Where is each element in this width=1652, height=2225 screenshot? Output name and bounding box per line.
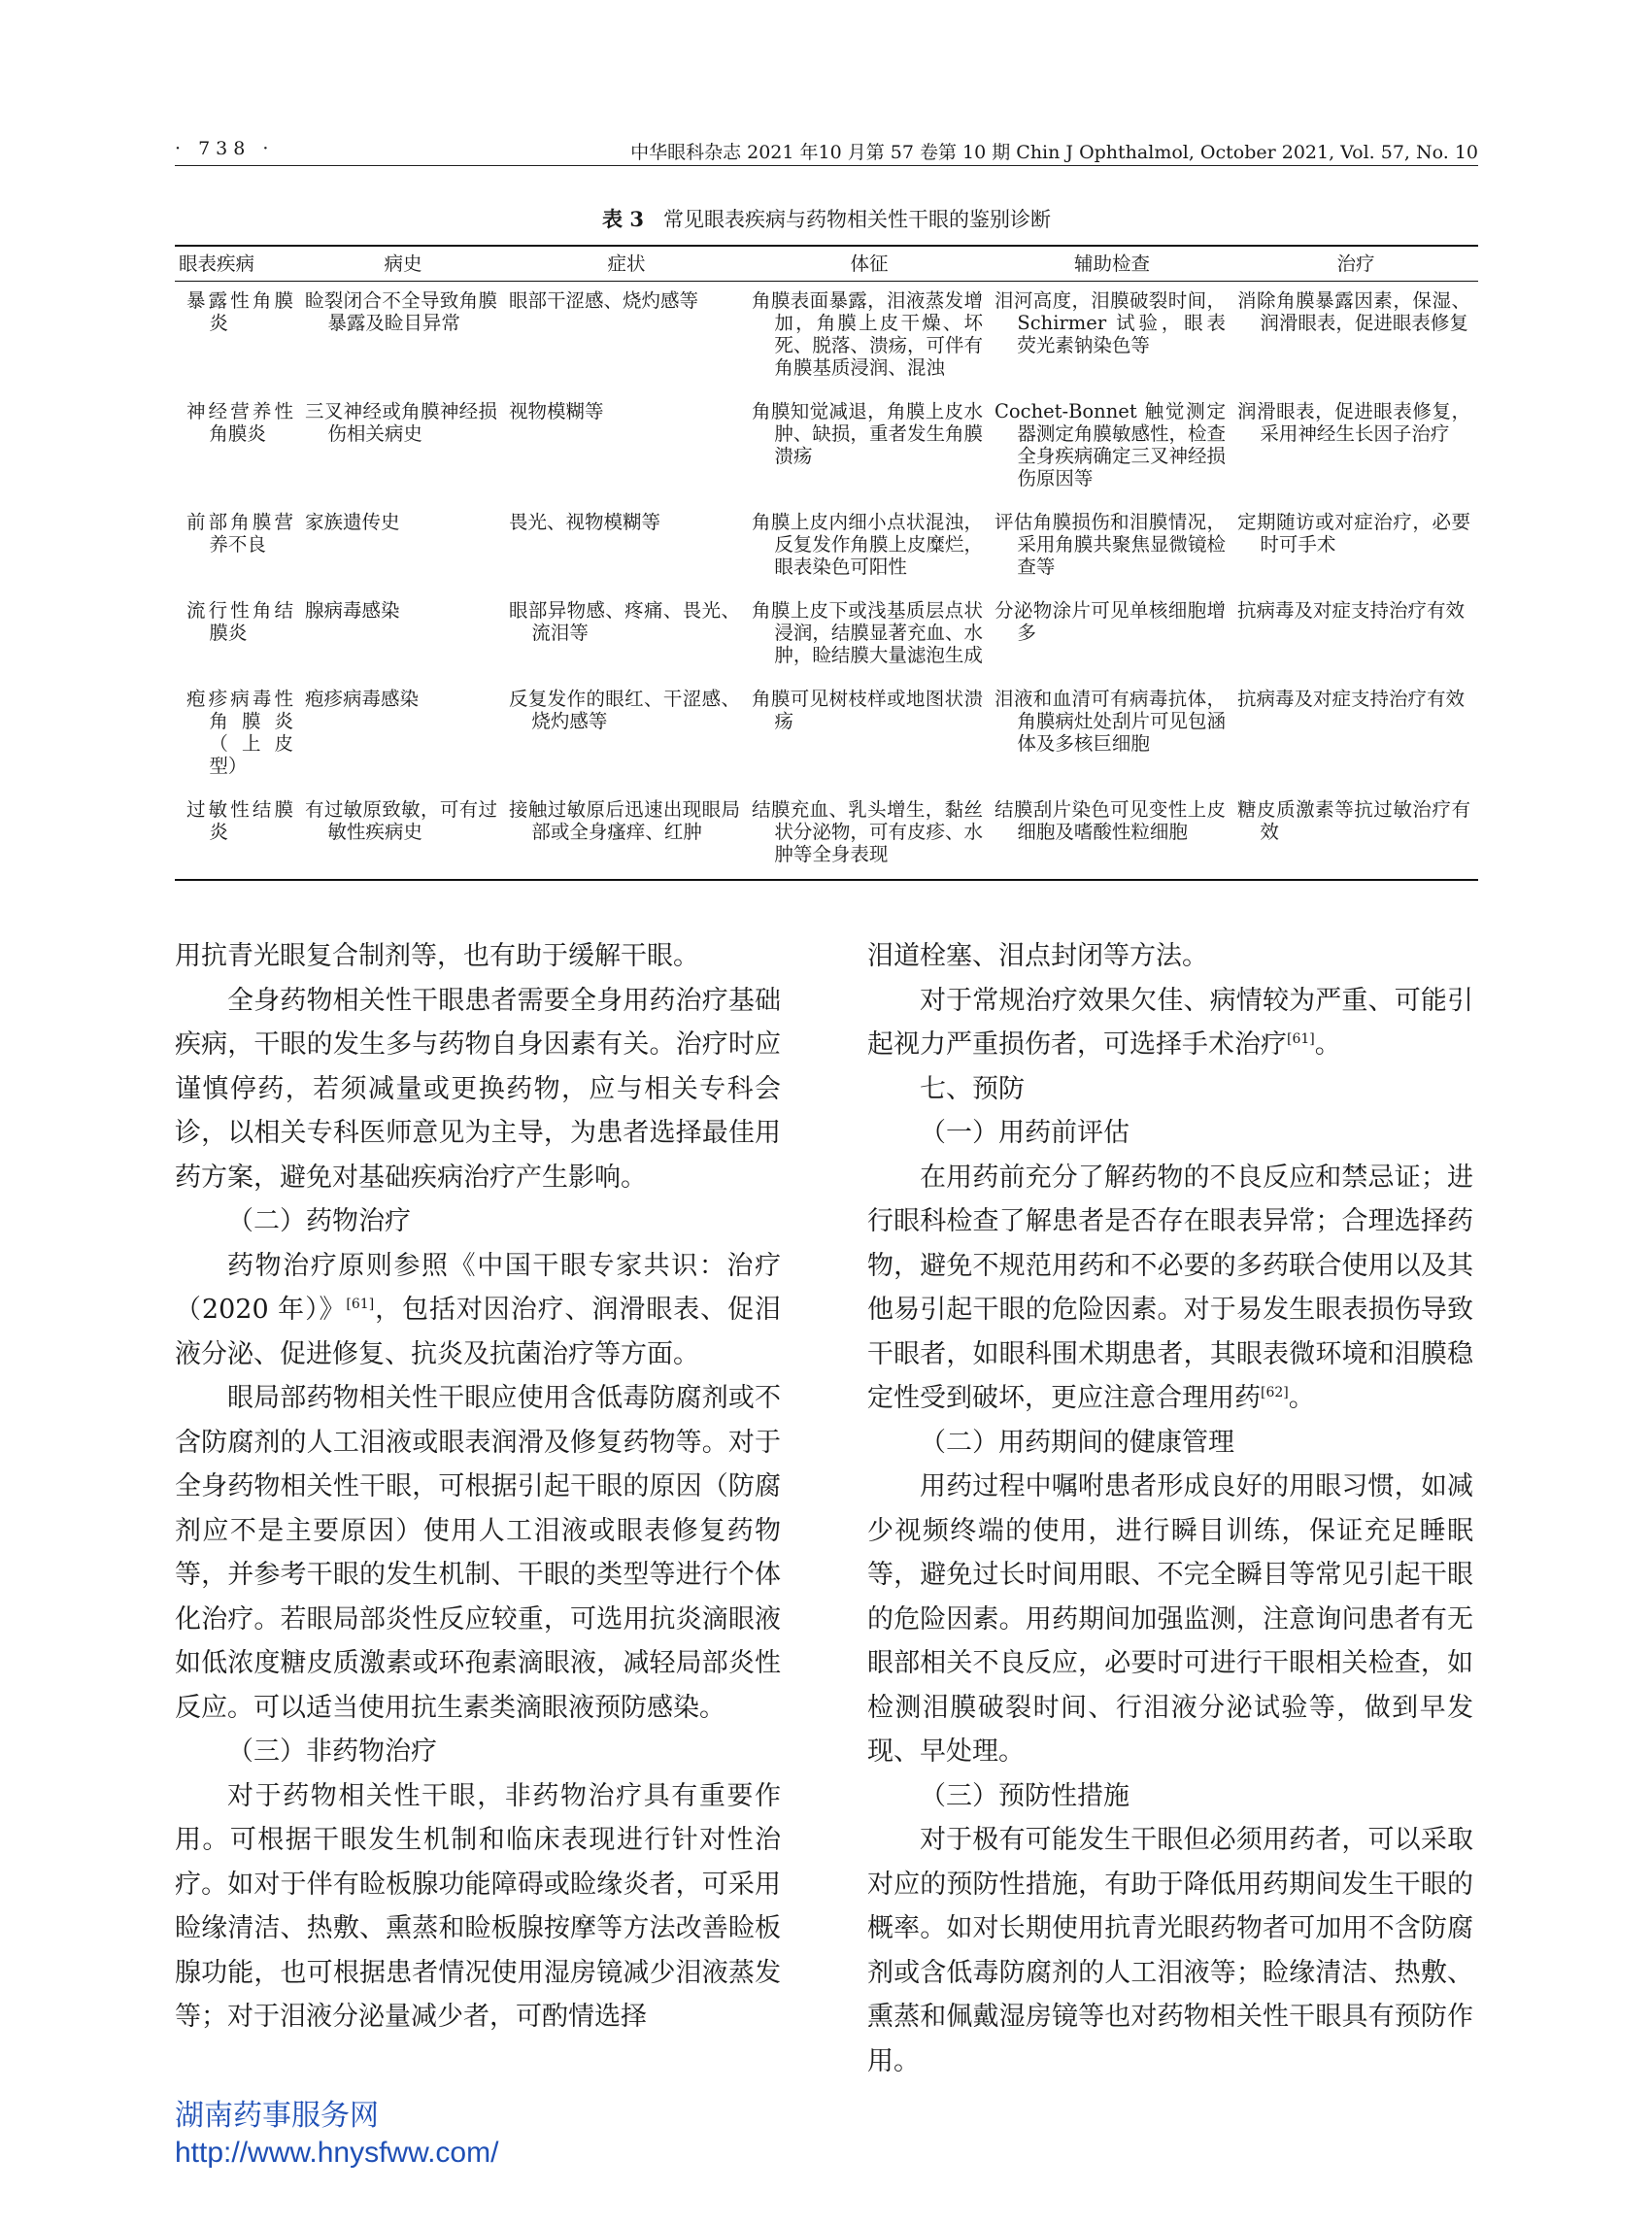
table-cell: 糖皮质激素等抗过敏治疗有效: [1237, 798, 1470, 843]
citation-ref[interactable]: [61]: [1287, 1031, 1315, 1047]
citation-ref[interactable]: [62]: [1261, 1385, 1289, 1400]
table-row: [175, 591, 1478, 680]
table-cell: 有过敏原致敏，可有过敏性疾病史: [305, 798, 497, 843]
journal-citation: 中华眼科杂志 2021 年10 月第 57 卷第 10 期 Chin J Ophthalmol, October 2021, Vol. 57, No. 10: [630, 142, 1478, 163]
table-cell: 反复发作的眼红、干涩感、烧灼感等: [509, 688, 740, 732]
paragraph: 对于药物相关性干眼，非药物治疗具有重要作用。可根据干眼发生机制和临床表现进行针对性治疗。如对于伴有睑板腺功能障碍或睑缘炎者，可采用睑缘清洁、热敷、熏蒸和睑板腺按摩等方法改善睑板腺功能，也可根据患者情况使用湿房镜减少泪液蒸发等；对于泪液分泌量减少者，可酌情选择: [175, 1780, 781, 2032]
right-column: [867, 934, 1473, 2083]
table-cell: Cochet-Bonnet 触觉测定器测定角膜敏感性，检查全身疾病确定三叉神经损伤原因等: [995, 400, 1226, 489]
header-treatment: 治疗: [1336, 253, 1375, 275]
table-cell: 接触过敏原后迅速出现眼局部或全身瘙痒、红肿: [509, 798, 740, 843]
header-symptoms: 症状: [607, 253, 646, 275]
differential-diagnosis-table: [175, 245, 1478, 881]
table-cell: 泪河高度，泪膜破裂时间，Schirmer 试验，眼表荧光素钠染色等: [995, 289, 1226, 356]
page-header: [175, 134, 1478, 166]
paragraph: 在用药前充分了解药物的不良反应和禁忌证；进行眼科检查了解患者是否存在眼表异常；合理选择药物，避免不规范用药和不必要的多药联合使用以及其他易引起干眼的危险因素。对于易发生眼表损伤导致干眼者，如眼科围术期患者，其眼表微环境和泪膜稳定性受到破坏，更应注意合理用药[62]。: [867, 1162, 1473, 1413]
table-cell: 疱疹病毒感染: [305, 688, 420, 710]
table-cell: 抗病毒及对症支持治疗有效: [1237, 688, 1466, 710]
table-row: [175, 392, 1478, 503]
table-row: [175, 503, 1478, 591]
table-cell: 评估角膜损伤和泪膜情况，采用角膜共聚焦显微镜检查等: [995, 511, 1226, 578]
table-cell: 角膜知觉减退，角膜上皮水肿、缺损，重者发生角膜溃疡: [752, 400, 983, 467]
header-auxiliary-exam: 辅助检查: [1073, 253, 1150, 275]
watermark: [175, 2098, 498, 2172]
paragraph: 全身药物相关性干眼患者需要全身用药治疗基础疾病，干眼的发生多与药物自身因素有关。治疗时应谨慎停药，若须减量或更换药物，应与相关专科会诊，以相关专科医师意见为主导，为患者选择最佳用药方案，避免对基础疾病治疗产生影响。: [175, 985, 781, 1193]
table-cell: 神经营养性角膜炎: [186, 400, 293, 445]
table-label: 表 3: [602, 207, 644, 231]
watermark-site-name: 湖南药事服务网: [175, 2100, 379, 2132]
citation-ref[interactable]: [61]: [346, 1297, 375, 1312]
table-cell: 睑裂闭合不全导致角膜暴露及睑目异常: [305, 289, 497, 334]
table-cell: 定期随访或对症治疗，必要时可手术: [1237, 511, 1470, 556]
table-cell: 畏光、视物模糊等: [509, 511, 661, 533]
table-cell: 润滑眼表，促进眼表修复，采用神经生长因子治疗: [1237, 400, 1470, 445]
table-cell: 家族遗传史: [305, 511, 400, 533]
section-heading: （二）药物治疗: [227, 1206, 411, 1236]
table-cell: 前部角膜营养不良: [186, 511, 293, 556]
table-title: 常见眼表疾病与药物相关性干眼的鉴别诊断: [662, 208, 1051, 231]
table-header-row: [175, 246, 1478, 282]
paragraph: 药物治疗原则参照《中国干眼专家共识：治疗（2020 年）》[61]，包括对因治疗、润滑眼表、促泪液分泌、促进修复、抗炎及抗菌治疗等方面。: [175, 1250, 782, 1369]
table-cell: 结膜充血、乳头增生，黏丝状分泌物，可有皮疹、水肿等全身表现: [752, 798, 983, 865]
paragraph: 对于极有可能发生干眼但必须用药者，可以采取对应的预防性措施，有助于降低用药期间发生干眼的概率。如对长期使用抗青光眼药物者可加用不含防腐剂或含低毒防腐剂的人工泪液等；睑缘清洁、热敷、熏蒸和佩戴湿房镜等也对药物相关性干眼具有预防作用。: [867, 1825, 1473, 2076]
table-row: [175, 680, 1478, 791]
table-cell: 眼部异物感、疼痛、畏光、流泪等: [509, 599, 740, 644]
table-cell: 消除角膜暴露因素，保湿、润滑眼表，促进眼表修复: [1237, 289, 1470, 334]
table-cell: 角膜表面暴露，泪液蒸发增加，角膜上皮干燥、坏死、脱落、溃疡，可伴有角膜基质浸润、混浊: [752, 289, 983, 379]
subsection-heading: （三）预防性措施: [920, 1780, 1129, 1811]
table-cell: 角膜可见树枝样或地图状溃疡: [752, 688, 983, 732]
table-cell: 疱疹病毒性角膜炎（上皮型）: [186, 688, 293, 777]
section-heading: （三）非药物治疗: [227, 1736, 437, 1767]
subsection-heading: （二）用药期间的健康管理: [920, 1427, 1234, 1458]
table-row: [175, 282, 1478, 393]
header-signs: 体征: [850, 253, 889, 275]
table-cell: 暴露性角膜炎: [186, 289, 293, 334]
section-heading: 七、预防: [920, 1073, 1025, 1104]
table-cell: 抗病毒及对症支持治疗有效: [1237, 599, 1466, 622]
paragraph: 用抗青光眼复合制剂等，也有助于缓解干眼。: [175, 941, 699, 971]
table-caption: [175, 204, 1478, 233]
paragraph: 眼局部药物相关性干眼应使用含低毒防腐剂或不含防腐剂的人工泪液或眼表润滑及修复药物等。对于全身药物相关性干眼，可根据引起干眼的原因（防腐剂应不是主要原因）使用人工泪液或眼表修复药物等，并参考干眼的发生机制、干眼的类型等进行个体化治疗。若眼局部炎性反应较重，可选用抗炎滴眼液如低浓度糖皮质激素或环孢素滴眼液，减轻局部炎性反应。可以适当使用抗生素类滴眼液预防感染。: [175, 1383, 781, 1723]
table-cell: 眼部干涩感、烧灼感等: [509, 289, 699, 312]
table-cell: 结膜刮片染色可见变性上皮细胞及嗜酸性粒细胞: [995, 798, 1226, 843]
table-cell: 三叉神经或角膜神经损伤相关病史: [305, 400, 497, 445]
subsection-heading: （一）用药前评估: [920, 1118, 1129, 1148]
paragraph: 对于常规治疗效果欠佳、病情较为严重、可能引起视力严重损伤者，可选择手术治疗[61]。: [867, 985, 1473, 1060]
table-cell: 过敏性结膜炎: [186, 798, 293, 843]
table-row: [175, 791, 1478, 880]
watermark-url[interactable]: http://www.hnysfww.com/: [175, 2137, 499, 2169]
table-cell: 泪液和血清可有病毒抗体，角膜病灶处刮片可见包涵体及多核巨细胞: [995, 688, 1226, 755]
page-number: · 738 ·: [175, 138, 275, 159]
table-cell: 腺病毒感染: [305, 599, 400, 622]
table-cell: 角膜上皮内细小点状混浊，反复发作角膜上皮糜烂，眼表染色可阳性: [752, 511, 983, 578]
paragraph: 用药过程中嘱咐患者形成良好的用眼习惯，如减少视频终端的使用，进行瞬目训练，保证充足睡眠等，避免过长时间用眼、不完全瞬目等常见引起干眼的危险因素。用药期间加强监测，注意询问患者有无眼部相关不良反应，必要时可进行干眼相关检查，如检测泪膜破裂时间、行泪液分泌试验等，做到早发现、早处理。: [867, 1471, 1473, 1767]
table-cell: 角膜上皮下或浅基质层点状浸润，结膜显著充血、水肿，睑结膜大量滤泡生成: [752, 599, 983, 666]
table-cell: 视物模糊等: [509, 400, 604, 422]
left-column: [175, 934, 781, 2040]
header-disease: 眼表疾病: [179, 253, 255, 275]
table-cell: 分泌物涂片可见单核细胞增多: [995, 599, 1226, 644]
table-cell: 流行性角结膜炎: [186, 599, 293, 644]
header-history: 病史: [384, 253, 422, 275]
paragraph: 泪道栓塞、泪点封闭等方法。: [867, 941, 1208, 971]
